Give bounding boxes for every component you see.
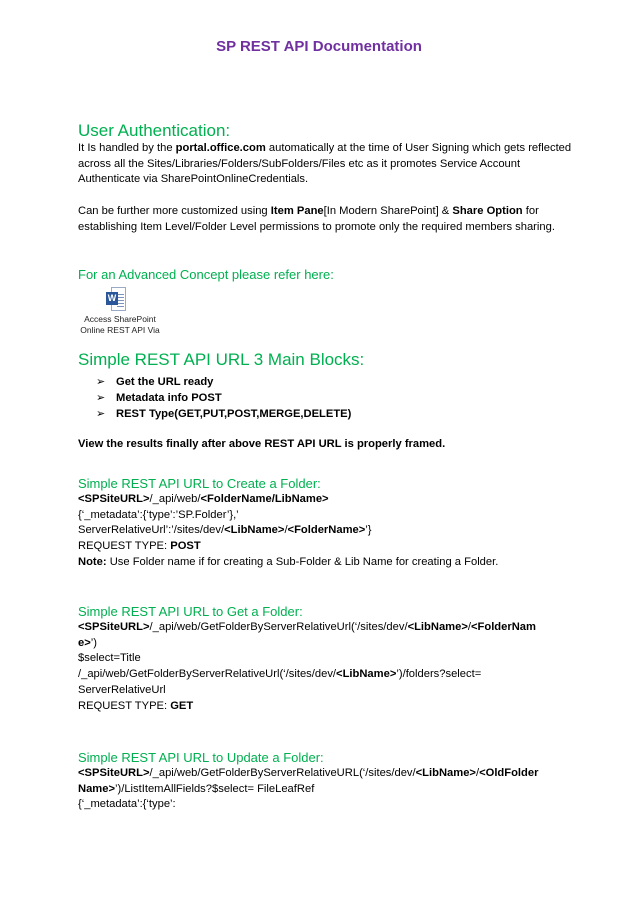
share-option-text: Share Option [452, 204, 523, 217]
text: /_api/web/GetFolderByServerRelativeUrl(‘/sites/dev/ [78, 668, 337, 681]
attachment-caption: Access SharePoint Online REST API Via [80, 314, 160, 335]
blocks-list [78, 374, 578, 422]
word-document-icon[interactable] [106, 287, 126, 311]
placeholder-text: <LibName> [336, 668, 397, 681]
section-main-blocks [78, 350, 578, 453]
text: /_api/web/GetFolderByServerRelativeUrl(‘/sites/dev/ [149, 621, 408, 633]
document-title: SP REST API Documentation [216, 38, 422, 55]
heading-create-folder: Simple REST API URL to Create a Folder: [78, 476, 321, 491]
placeholder-text: e> [78, 636, 91, 649]
placeholder-text: <FolderName/LibName> [200, 493, 329, 505]
text: ’} [365, 524, 372, 537]
auth-paragraph-1 [78, 141, 578, 188]
get-url-line [78, 620, 578, 636]
update-metadata-line: {‘_metadata’:{‘type’: [78, 798, 176, 811]
create-request-type [78, 539, 578, 555]
list-item-text: REST Type(GET,PUT,POST,MERGE,DELETE) [116, 408, 352, 420]
text: / [467, 621, 471, 633]
placeholder-text: <FolderName> [287, 524, 366, 537]
list-item-text: Metadata info POST [116, 392, 222, 404]
heading-get-folder: Simple REST API URL to Get a Folder: [78, 604, 303, 619]
heading-user-authentication: User Authentication: [78, 121, 231, 140]
list-item [78, 406, 578, 422]
section-update-folder [78, 749, 578, 813]
item-pane-text: Item Pane [270, 204, 324, 217]
arrow-bullet-icon: ➢ [96, 408, 106, 420]
create-metadata-line: {‘_metadata’:{‘type’:’SP.Folder’},’ [78, 508, 239, 521]
create-note [78, 555, 578, 571]
text: ’)/folders?select= [396, 668, 482, 681]
get-folders-url-line [78, 667, 578, 683]
create-url-line [78, 492, 578, 508]
text: ’)/ListItemAllFields?$select= FileLeafRef [115, 782, 315, 795]
word-badge: W [107, 293, 117, 303]
section-advanced [78, 266, 578, 283]
placeholder-text: <LibName> [415, 767, 476, 779]
text: automatically at the time of User Signing which gets reflected across all the Sites/Libraries/Folders/SubFolders/Files etc as it promotes Service Account Authenticate via SharePointOnlineCredentials. [78, 142, 572, 186]
text: [In Modern SharePoint] & [323, 204, 453, 217]
heading-main-blocks: Simple REST API URL 3 Main Blocks: [78, 350, 365, 369]
placeholder-text: <SPSiteURL> [78, 767, 150, 779]
create-relative-url-line [78, 523, 578, 539]
placeholder-text: <LibName> [224, 524, 285, 537]
heading-update-folder: Simple REST API URL to Update a Folder: [78, 750, 324, 765]
list-item [78, 390, 578, 406]
placeholder-text: <FolderNam [471, 621, 536, 633]
section-user-authentication [78, 121, 578, 235]
list-item [78, 374, 578, 390]
list-item-text: Get the URL ready [116, 376, 214, 388]
request-type-value: POST [170, 540, 201, 553]
text: /_api/web/ [149, 493, 201, 505]
placeholder-text: <SPSiteURL> [78, 493, 150, 505]
update-url-line [78, 766, 578, 782]
text: Can be further more customized using [78, 204, 271, 217]
get-server-relative-url: ServerRelativeUrl [78, 683, 166, 696]
text: Use Folder name if for creating a Sub-Folder & Lib Name for creating a Folder. [106, 555, 499, 568]
get-request-type [78, 699, 578, 715]
text: /_api/web/GetFolderByServerRelativeURL(‘/sites/dev/ [149, 767, 416, 779]
placeholder-text: <LibName> [407, 621, 468, 633]
get-url-line-2 [78, 636, 578, 652]
text: / [475, 767, 480, 779]
placeholder-text: <OldFolder [479, 767, 539, 779]
text: ’) [90, 636, 97, 649]
section-create-folder [78, 475, 578, 571]
heading-advanced-concept: For an Advanced Concept please refer here: [78, 267, 334, 282]
text: for establishing Item Level/Folder Level permissions to promote only the required members sharing. [78, 204, 555, 233]
get-select-line: $select=Title [78, 652, 141, 665]
request-type-value: GET [170, 699, 194, 712]
text: ServerRelativeUrl’:’/sites/dev/ [78, 524, 225, 537]
text: REQUEST TYPE: [78, 699, 171, 712]
placeholder-text: <SPSiteURL> [78, 621, 150, 633]
blocks-note: View the results finally after above REST API URL is properly framed. [78, 438, 446, 450]
text: / [284, 524, 288, 537]
placeholder-text: Name> [78, 782, 116, 795]
text: REQUEST TYPE: [78, 540, 171, 553]
arrow-bullet-icon: ➢ [96, 392, 106, 404]
section-get-folder [78, 603, 578, 714]
note-label: Note: [78, 555, 107, 568]
portal-link-text: portal.office.com [175, 142, 266, 154]
arrow-bullet-icon: ➢ [96, 376, 106, 388]
embedded-document-attachment[interactable] [78, 287, 162, 335]
auth-paragraph-2 [78, 204, 578, 235]
text: It Is handled by the [78, 142, 176, 154]
update-url-line-2 [78, 782, 578, 798]
